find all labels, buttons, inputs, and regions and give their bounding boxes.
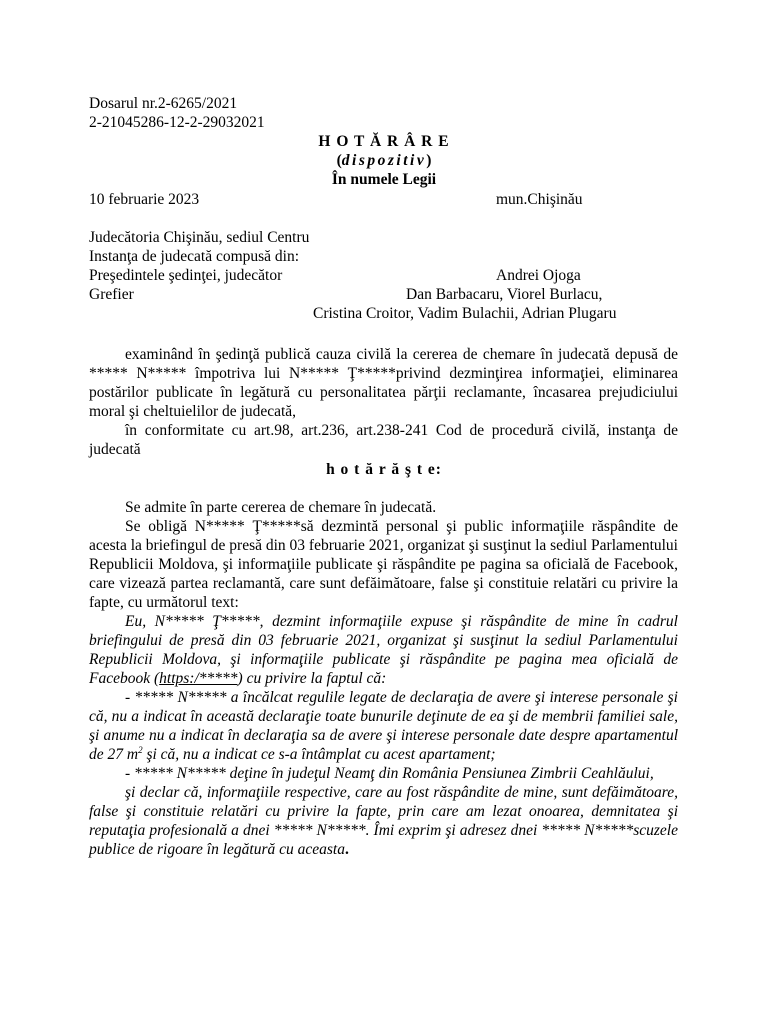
case-number: Dosarul nr.2-6265/2021 xyxy=(89,95,238,112)
quote-part-1: Eu, N***** Ţ*****, dezmint informaţiile expuse şi răspândite de mine în cadrul briefingului de presă din 03 februarie 2021, organizat şi susţinut la sediul Parlamentului Republicii Moldova, şi informaţiile publicate şi răspândite pe pagina mea oficială de Facebook ( xyxy=(89,613,678,687)
court-name: Judecătoria Chişinău, sediul Centru xyxy=(89,229,310,246)
closing-declaration xyxy=(89,783,678,859)
bullet-1-text: - ***** N***** a încălcat regulile legate de declaraţia de avere şi interese personale şi că, nu a indicat în această declaraţie toate bunurile deţinute de ea şi de membrii familiei sale, şi anume nu a indicat în declaraţia sa de avere şi interese personale date despre apartamentul de 27 m xyxy=(89,689,678,763)
closing-period: . xyxy=(345,841,349,858)
document-title: H O T Ă R Â R E xyxy=(318,133,450,150)
ruling-paragraph-1: Se admite în parte cererea de chemare în judecată. xyxy=(125,499,437,516)
ruling-section xyxy=(89,498,678,859)
presiding-label: Preşedintele şedinţei, judecător xyxy=(89,267,283,284)
court-composition: Instanţa de judecată compusă din: xyxy=(89,248,300,265)
decision-date: 10 februarie 2023 xyxy=(89,191,200,208)
document-subtitle: (dispozitiv) xyxy=(336,152,432,169)
case-id: 2-21045286-12-2-29032021 xyxy=(89,114,265,131)
bullet-1-end: şi că, nu a indicat ce s-a întâmplat cu acest apartament; xyxy=(142,746,496,763)
facebook-link[interactable]: https:/***** xyxy=(159,670,238,687)
decision-place: mun.Chişinău xyxy=(496,191,583,208)
clerk-label: Grefier xyxy=(89,286,134,303)
intro-section xyxy=(89,345,678,459)
clerks-line-2: Cristina Croitor, Vadim Bulachii, Adrian Plugaru xyxy=(313,305,617,322)
examining-paragraph: examinând în şedinţă publică cauza civilă la cererea de chemare în judecată depusă de ***** N***** împotriva lui N***** Ţ*****privind dezminţirea informaţiei, eliminarea postărilor publicate în legătură cu personalitatea părţii reclamante, încasarea prejudiciului moral şi cheltuielilor de judecată, xyxy=(89,346,678,420)
ruling-paragraph-2: Se obligă N***** Ţ*****să dezmintă personal şi public informaţiile răspândite de acesta la briefingul de presă din 03 februarie 2021, organizat şi susţinut la sediul Parlamentului Republicii Moldova, şi informaţiile publicate şi răspândite pe pagina sa oficială de Facebook, care vizează partea reclamantă, care sunt defăimătoare, false şi constituie relatări cu privire la fapte, cu următorul text: xyxy=(89,518,678,611)
quote-bullet-2: - ***** N***** deţine în judeţul Neamţ din România Pensiunea Zimbrii Ceahlăului, xyxy=(125,765,654,782)
quote-part-2: ) cu privire la faptul că: xyxy=(237,670,387,687)
quote-bullet-1 xyxy=(89,688,678,764)
decides-heading: h o t ă r ă ş t e: xyxy=(326,461,442,478)
conformity-paragraph: în conformitate cu art.98, art.236, art.238-241 Cod de procedură civilă, instanţa de judecată xyxy=(89,422,678,458)
clerks-line-1: Dan Barbacaru, Viorel Burlacu, xyxy=(406,286,603,303)
presiding-judge: Andrei Ojoga xyxy=(496,267,581,284)
bullet-1-superscript: 2 xyxy=(138,744,143,755)
retraction-quote xyxy=(89,612,678,688)
subtitle-text: dispozitiv xyxy=(341,152,427,169)
law-line: În numele Legii xyxy=(331,171,437,188)
closing-text: şi declar că, informaţiile respective, care au fost răspândite de mine, sunt defăimătoare, false şi constituie relatări cu privire la fapte, prin care am lezat onoarea, demnitatea şi reputaţia profesională a dnei ***** N*****. Îmi exprim şi adresez dnei ***** N*****scuzele publice de rigoare în legătură cu aceasta xyxy=(89,784,678,858)
